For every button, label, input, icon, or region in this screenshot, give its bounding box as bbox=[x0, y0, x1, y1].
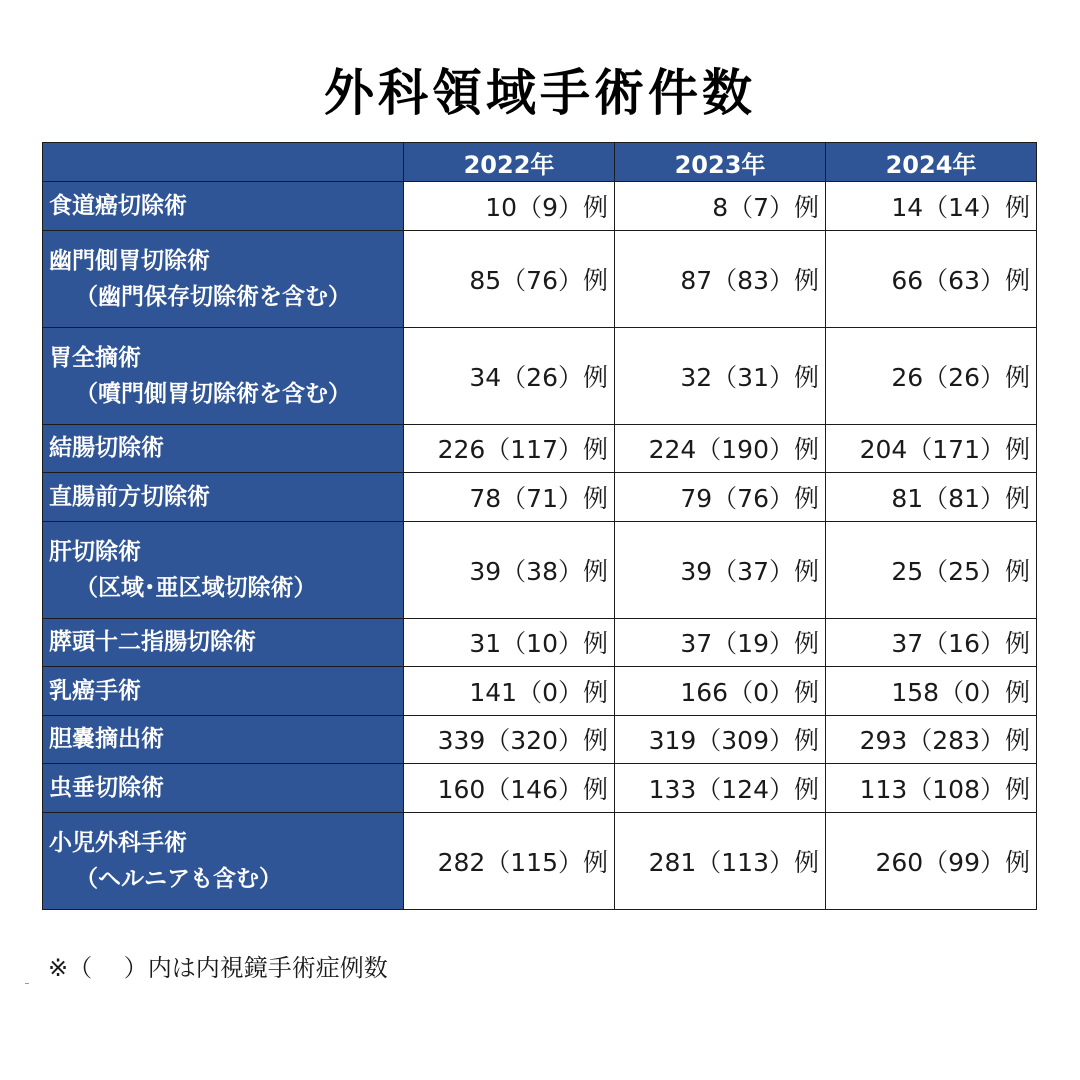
case-count-cell: 293（283）例 bbox=[826, 715, 1037, 764]
table-row bbox=[43, 327, 1037, 424]
case-count-cell: 26（26）例 bbox=[826, 327, 1037, 424]
case-count-cell: 79（76）例 bbox=[615, 473, 826, 522]
procedure-note: （区域･亜区域切除術） bbox=[75, 574, 317, 601]
case-count-cell: 31（10）例 bbox=[404, 618, 615, 667]
procedure-name-cell bbox=[43, 618, 404, 667]
case-count-cell: 204（171）例 bbox=[826, 424, 1037, 473]
header-year-2024: 2024年 bbox=[826, 143, 1037, 182]
case-count-cell: 39（38）例 bbox=[404, 521, 615, 618]
procedure-name-cell bbox=[43, 230, 404, 327]
procedure-note: （噴門側胃切除術を含む） bbox=[75, 380, 351, 407]
stray-mark bbox=[25, 983, 29, 984]
procedure-name-cell bbox=[43, 715, 404, 764]
table-header-row bbox=[43, 143, 1037, 182]
case-count-cell: 39（37）例 bbox=[615, 521, 826, 618]
procedure-name: 食道癌切除術 bbox=[49, 192, 187, 219]
case-count-cell: 339（320）例 bbox=[404, 715, 615, 764]
procedure-name: 幽門側胃切除術 bbox=[49, 247, 210, 274]
procedure-name-cell bbox=[43, 764, 404, 813]
procedure-name-cell bbox=[43, 521, 404, 618]
case-count-cell: 133（124）例 bbox=[615, 764, 826, 813]
case-count-cell: 66（63）例 bbox=[826, 230, 1037, 327]
surgery-count-table bbox=[42, 142, 1037, 910]
procedure-name-cell bbox=[43, 327, 404, 424]
case-count-cell: 87（83）例 bbox=[615, 230, 826, 327]
table-row bbox=[43, 764, 1037, 813]
header-year-2023: 2023年 bbox=[615, 143, 826, 182]
procedure-name-cell bbox=[43, 424, 404, 473]
procedure-name: 虫垂切除術 bbox=[49, 774, 164, 801]
case-count-cell: 226（117）例 bbox=[404, 424, 615, 473]
table-body bbox=[43, 182, 1037, 910]
case-count-cell: 281（113）例 bbox=[615, 812, 826, 909]
table-row bbox=[43, 230, 1037, 327]
case-count-cell: 37（16）例 bbox=[826, 618, 1037, 667]
table-row bbox=[43, 812, 1037, 909]
table-row bbox=[43, 715, 1037, 764]
procedure-name: 乳癌手術 bbox=[49, 677, 141, 704]
table-row bbox=[43, 618, 1037, 667]
procedure-note: （幽門保存切除術を含む） bbox=[75, 283, 351, 310]
procedure-name: 小児外科手術 bbox=[49, 829, 187, 856]
procedure-name-cell bbox=[43, 667, 404, 716]
case-count-cell: 282（115）例 bbox=[404, 812, 615, 909]
table-row bbox=[43, 667, 1037, 716]
footnote: ※（ ）内は内視鏡手術症例数 bbox=[48, 954, 388, 982]
case-count-cell: 81（81）例 bbox=[826, 473, 1037, 522]
procedure-name-cell bbox=[43, 812, 404, 909]
procedure-name: 肝切除術 bbox=[49, 538, 141, 565]
case-count-cell: 78（71）例 bbox=[404, 473, 615, 522]
case-count-cell: 319（309）例 bbox=[615, 715, 826, 764]
table-row bbox=[43, 424, 1037, 473]
page-title: 外科領域手術件数 bbox=[324, 64, 756, 122]
procedure-name: 胆嚢摘出術 bbox=[49, 726, 164, 753]
procedure-name: 直腸前方切除術 bbox=[49, 483, 210, 510]
case-count-cell: 160（146）例 bbox=[404, 764, 615, 813]
case-count-cell: 158（0）例 bbox=[826, 667, 1037, 716]
procedure-note: （ヘルニアも含む） bbox=[75, 865, 282, 892]
case-count-cell: 260（99）例 bbox=[826, 812, 1037, 909]
table-row bbox=[43, 473, 1037, 522]
case-count-cell: 32（31）例 bbox=[615, 327, 826, 424]
case-count-cell: 34（26）例 bbox=[404, 327, 615, 424]
case-count-cell: 166（0）例 bbox=[615, 667, 826, 716]
procedure-name-cell bbox=[43, 473, 404, 522]
case-count-cell: 25（25）例 bbox=[826, 521, 1037, 618]
procedure-name: 胃全摘術 bbox=[49, 344, 141, 371]
table-row bbox=[43, 182, 1037, 231]
case-count-cell: 141（0）例 bbox=[404, 667, 615, 716]
case-count-cell: 85（76）例 bbox=[404, 230, 615, 327]
header-year-2022: 2022年 bbox=[404, 143, 615, 182]
case-count-cell: 10（9）例 bbox=[404, 182, 615, 231]
procedure-name: 膵頭十二指腸切除術 bbox=[49, 629, 256, 656]
case-count-cell: 14（14）例 bbox=[826, 182, 1037, 231]
procedure-name: 結腸切除術 bbox=[49, 435, 164, 462]
case-count-cell: 113（108）例 bbox=[826, 764, 1037, 813]
case-count-cell: 224（190）例 bbox=[615, 424, 826, 473]
header-corner-cell bbox=[43, 143, 404, 182]
procedure-name-cell bbox=[43, 182, 404, 231]
case-count-cell: 8（7）例 bbox=[615, 182, 826, 231]
table-row bbox=[43, 521, 1037, 618]
case-count-cell: 37（19）例 bbox=[615, 618, 826, 667]
